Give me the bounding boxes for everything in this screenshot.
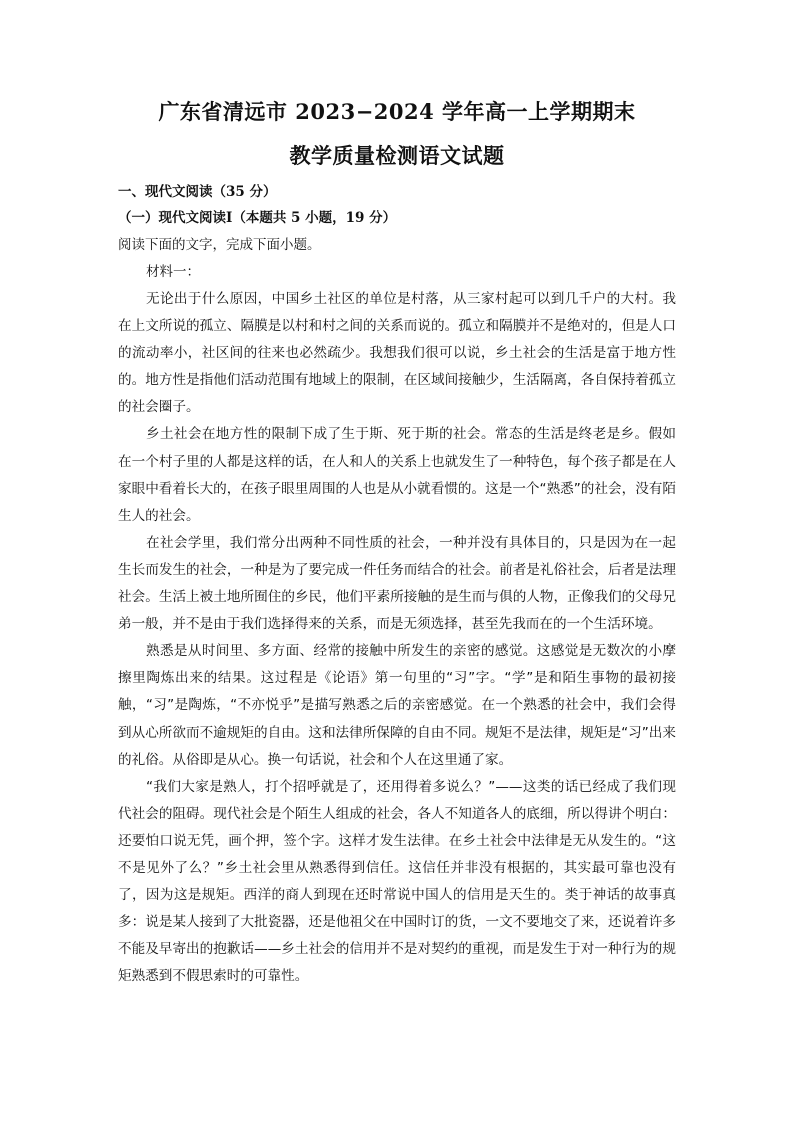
passage-body	[118, 286, 676, 990]
passage-paragraph-1: 无论出于什么原因，中国乡土社区的单位是村落，从三家村起可以到几千户的大村。我在上文所说的孤立、隔膜是以村和村之间的关系而说的。孤立和隔膜并不是绝对的，但是人口的流动率小，社区间的往来也必然疏少。我想我们很可以说，乡土社会的生活是富于地方性的。地方性是指他们活动范围有地域上的限制，在区域间接触少，生活隔离，各自保持着孤立的社会圈子。	[118, 291, 676, 416]
passage-paragraph-2: 乡土社会在地方性的限制下成了生于斯、死于斯的社会。常态的生活是终老是乡。假如在一个村子里的人都是这样的话，在人和人的关系上也就发生了一种特色，每个孩子都是在人家眼中看着长大的，在孩子眼里周围的人也是从小就看惯的。这是一个“熟悉”的社会，没有陌生人的社会。	[118, 426, 676, 524]
subsection-heading: （一）现代文阅读Ⅰ（本题共 5 小题，19 分）	[118, 210, 397, 226]
passage-paragraph-5: “我们大家是熟人，打个招呼就是了，还用得着多说么？”——这类的话已经成了我们现代社会的阻碍。现代社会是个陌生人组成的社会，各人不知道各人的底细，所以得讲个明白：还要怕口说无凭，画个押，签个字。这样才发生法律。在乡土社会中法律是无从发生的。“这不是见外了么？”乡土社会里从熟悉得到信任。这信任并非没有根据的，其实最可靠也没有了，因为这是规矩。西洋的商人到现在还时常说中国人的信用是天生的。类于神话的故事真多：说是某人接到了大批瓷器，还是他祖父在中国时订的货，一文不要地交了来，还说着许多不能及早寄出的抱歉话——乡土社会的信用并不是对契约的重视，而是发生于对一种行为的规矩熟悉到不假思索时的可靠性。	[118, 778, 676, 985]
material-label: 材料一：	[146, 264, 200, 280]
document-title-line1: 广东省清远市 2023−2024 学年高一上学期期末	[158, 99, 636, 124]
section-heading: 一、现代文阅读（35 分）	[118, 184, 277, 200]
document-title-line2: 教学质量检测语文试题	[289, 143, 505, 168]
passage-paragraph-3: 在社会学里，我们常分出两种不同性质的社会，一种并没有具体目的，只是因为在一起生长而发生的社会，一种是为了要完成一件任务而结合的社会。前者是礼俗社会，后者是法理社会。生活上被土地所囿住的乡民，他们平素所接触的是生而与俱的人物，正像我们的父母兄弟一般，并不是由于我们选择得来的关系，而是无须选择，甚至先我而在的一个生活环境。	[118, 534, 676, 633]
passage-paragraph-4: 熟悉是从时间里、多方面、经常的接触中所发生的亲密的感觉。这感觉是无数次的小摩擦里陶炼出来的结果。这过程是《论语》第一句里的“习”字。“学”是和陌生事物的最初接触，“习”是陶炼，“不亦悦乎”是描写熟悉之后的亲密感觉。在一个熟悉的社会中，我们会得到从心所欲而不逾规矩的自由。这和法律所保障的自由不同。规矩不是法律，规矩是“习”出来的礼俗。从俗即是从心。换一句话说，社会和个人在这里通了家。	[118, 643, 676, 768]
reading-instruction: 阅读下面的文字，完成下面小题。	[118, 237, 321, 253]
